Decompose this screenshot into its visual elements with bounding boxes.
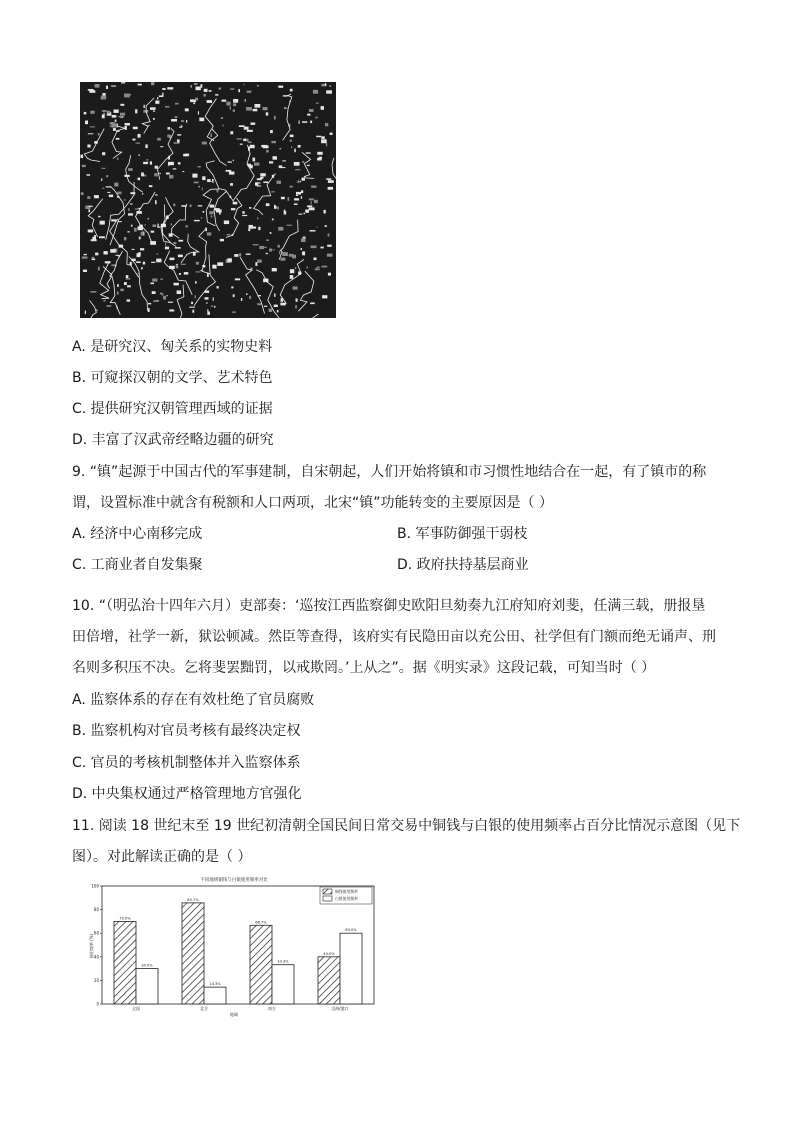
q9-option-c: C. 工商业者自发集聚 — [72, 557, 203, 573]
q10-option-a: A. 监察体系的存在有效杜绝了官员腐败 — [72, 692, 315, 708]
chart-legend-label: 白银使用频率 — [335, 896, 358, 901]
chart-data-label: 40.0% — [323, 951, 335, 956]
chart-data-label: 30.0% — [141, 963, 153, 968]
chart-y-tick-label: 40 — [93, 954, 99, 960]
chart-bar — [272, 965, 294, 1004]
q8-option-a: A. 是研究汉、匈关系的实物史料 — [72, 339, 273, 355]
chart-x-tick-label: 北方 — [200, 1006, 208, 1011]
chart-data-label: 60.0% — [345, 928, 357, 933]
stone-rubbing-image — [80, 82, 336, 318]
chart-bar — [136, 969, 158, 1004]
chart-y-tick-label: 100 — [91, 883, 99, 889]
q9-stem-line-1: 9. “镇”起源于中国古代的军事建制，自宋朝起，人们开始将镇和市习惯性地结合在一起，有了镇市的称 — [72, 464, 707, 480]
chart-bar — [250, 925, 272, 1004]
q10-option-b: B. 监察机构对官员考核有最终决定权 — [72, 723, 301, 739]
q10-option-c: C. 官员的考核机制整体并入监察体系 — [72, 755, 301, 771]
chart-y-tick-label: 20 — [93, 977, 99, 983]
chart-x-tick-label: 南方 — [268, 1006, 276, 1011]
chart-data-label: 70.0% — [119, 916, 131, 921]
q9-option-b: B. 军事防御强干弱枝 — [397, 526, 528, 542]
q8-option-d: D. 丰富了汉武帝经略边疆的研究 — [72, 432, 274, 448]
chart-y-tick-label: 80 — [93, 907, 99, 913]
chart-y-tick-label: 0 — [96, 1001, 99, 1007]
q11-stem-line-1: 11. 阅读 18 世纪末至 19 世纪初清朝全国民间日常交易中铜钱与白银的使用频率占百分比情况示意图（见下 — [72, 818, 741, 834]
chart-y-label: 使用频率 (%) — [89, 933, 94, 959]
q10-option-d: D. 中央集权通过严格管理地方官强化 — [72, 786, 302, 802]
chart-legend-swatch — [323, 889, 332, 894]
q10-stem-line-2: 田倍增，社学一新，狱讼顿减。然臣等查得，该府实有民隐田亩以充公田、社学但有门额而绝无诵声、刑 — [72, 629, 716, 645]
q9-option-d: D. 政府扶持基层商业 — [397, 557, 529, 573]
q9-stem-line-2: 谓，设置标准中就含有税额和人口两项，北宋“镇”功能转变的主要原因是（ ） — [72, 495, 553, 511]
chart-bar — [318, 957, 340, 1004]
chart-y-tick-label: 60 — [93, 930, 99, 936]
q9-option-a: A. 经济中心南移完成 — [72, 526, 203, 542]
chart-bar — [182, 903, 204, 1004]
frequency-bar-chart — [88, 874, 380, 1018]
chart-bar — [340, 933, 362, 1004]
q10-stem-line-1: 10. “（明弘治十四年六月）吏部奏：‘巡按江西监察御史欧阳旦劾奏九江府知府刘斐，任满三载，册报垦 — [72, 598, 706, 614]
chart-legend-swatch — [323, 896, 332, 901]
q8-option-b: B. 可窥探汉朝的文学、艺术特色 — [72, 370, 273, 386]
chart-data-label: 66.7% — [255, 920, 267, 925]
chart-title: 不同地域铜钱与白银使用频率对比 — [200, 878, 268, 883]
chart-data-label: 85.7% — [187, 897, 199, 902]
chart-x-tick-label: 沿海/港口 — [331, 1006, 349, 1011]
chart-bar — [204, 987, 226, 1004]
q10-stem-line-3: 名则多积压不决。乞将斐罢黜罚，以戒欺罔。’上从之”。据《明实录》这段记载，可知当时（ ） — [72, 660, 656, 676]
chart-data-label: 33.3% — [277, 959, 289, 964]
q11-stem-line-2: 图）。对此解读正确的是（ ） — [72, 849, 252, 865]
chart-legend-label: 铜钱使用频率 — [335, 889, 358, 894]
q8-option-c: C. 提供研究汉朝管理西域的证据 — [72, 401, 273, 417]
chart-bar — [114, 921, 136, 1004]
chart-data-label: 14.3% — [209, 982, 221, 987]
chart-x-label: 地域 — [230, 1012, 238, 1017]
chart-x-tick-label: 全国 — [132, 1006, 140, 1011]
